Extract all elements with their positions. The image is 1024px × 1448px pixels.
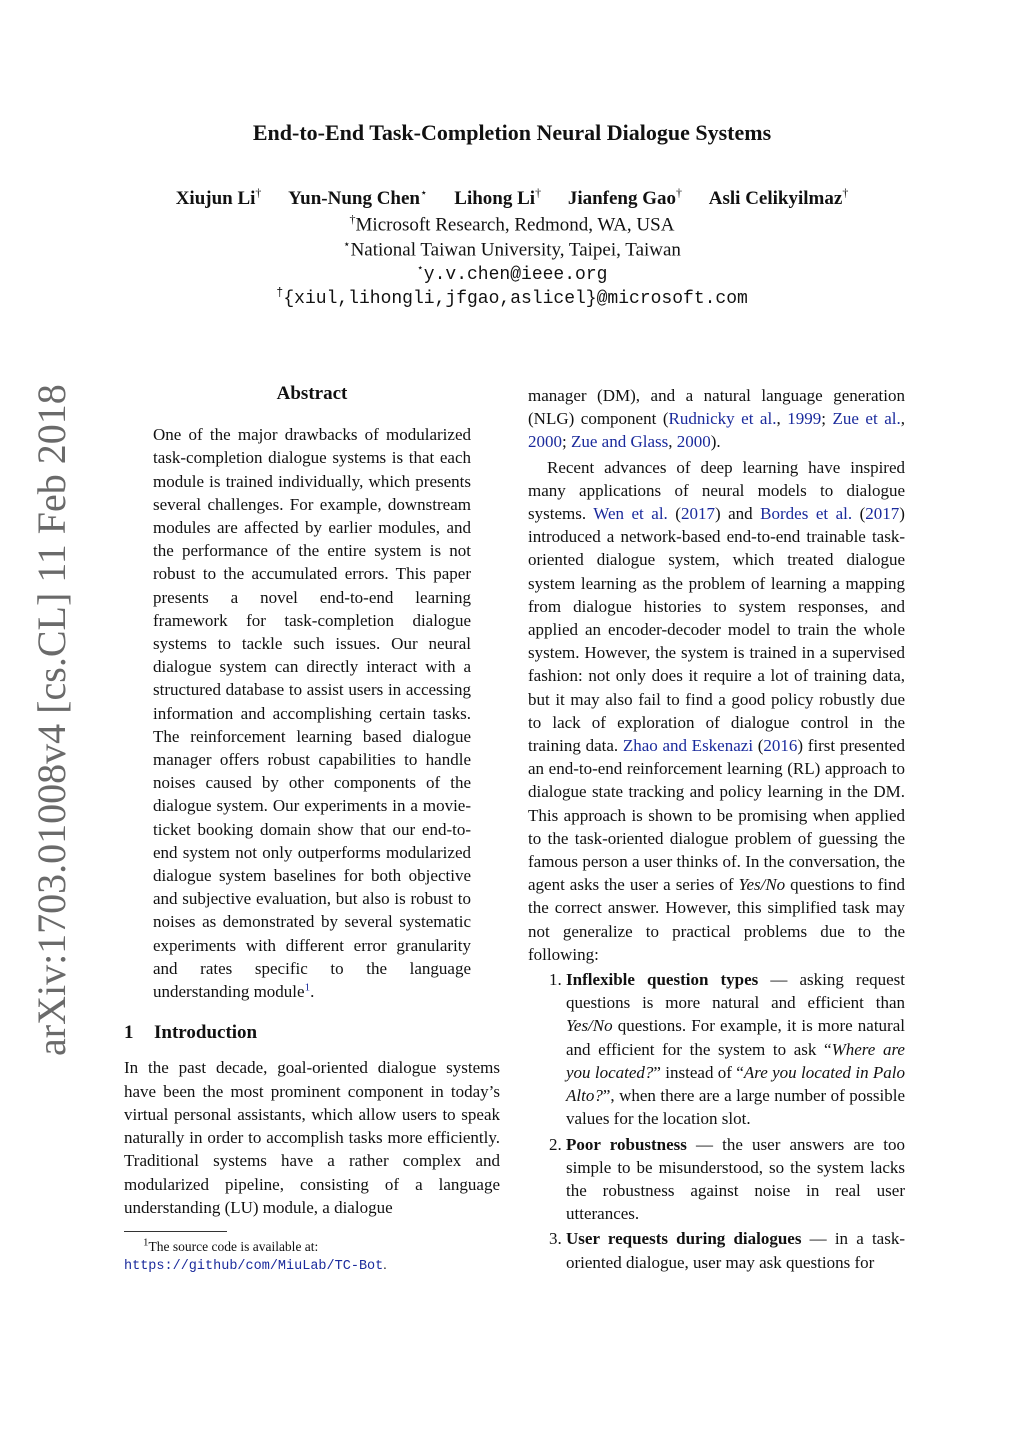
citation-link[interactable]: Wen et al. — [593, 504, 668, 524]
citation-link[interactable]: Zue and Glass — [570, 432, 669, 452]
list-item: 3. User requests during dialogues — in a task-oriented dialogue, user may ask questions for — [566, 1227, 905, 1273]
citation-link[interactable]: 2000 — [676, 432, 711, 452]
arxiv-stamp: arXiv:1703.01008v4 [cs.CL] 11 Feb 2018 — [29, 384, 74, 1056]
affiliation-microsoft: †Microsoft Research, Redmond, WA, USA — [349, 212, 675, 236]
footnote-url-link[interactable]: https://github/com/MiuLab/TC-Bot — [124, 1258, 384, 1274]
abstract-heading: Abstract — [276, 383, 348, 404]
citation-link[interactable]: 2000 — [528, 432, 562, 452]
abstract-body: One of the major drawbacks of modularized task-completion dialogue systems is that each module is trained individually, which presents several challenges. For example, downstream modules are affected by earlier modules, and the performance of the entire system is not robust to the accumulated errors. This paper presents a novel end-to-end learning framework for task-completion dialogue systems to tackle such issues. Our neural dialogue system can directly interact with a structured database to assist users in accessing information and accomplishing certain tasks. The reinforcement learning based dialogue manager offers robust capabilities to handle noises caused by other components of the dialogue system. Our experiments in a movie-ticket booking domain show that our end-to-end system not only outperforms modularized dialogue system baselines for both objective and subjective evaluation, but also is robust to noises as demonstrated by several systematic experiments with different error granularity and rates specific to the language understanding module$^1$. — [153, 425, 471, 1002]
list-item: 1. Inflexible question types — asking request questions is more natural and efficient than Yes/No questions. For example, it is more natural and efficient for the system to ask “Where are you located?” instead of “Are you located in Palo Alto?”, when there are a large number of possible values for the location slot. — [566, 968, 905, 1130]
footnote: $^1$The source code is available at: https://github/com/MiuLab/TC-Bot. — [124, 1236, 387, 1274]
citation-link[interactable]: 2017 — [680, 504, 715, 524]
citation-link[interactable]: Bordes et al. — [760, 504, 853, 524]
citation-link[interactable]: Zue et al. — [832, 409, 901, 429]
author: Asli Celikyilmaz† — [708, 186, 849, 210]
left-column — [124, 382, 500, 1276]
affiliation-ntu: ⋆National Taiwan University, Taipei, Taiwan — [343, 237, 681, 261]
citation-link[interactable]: Zhao and Eskenazi — [622, 736, 754, 756]
limitations-list — [528, 968, 905, 1274]
author: Xiujun Li† — [175, 186, 262, 210]
footnote-rule — [124, 1231, 227, 1232]
author: Jianfeng Gao† — [567, 186, 683, 210]
citation-link[interactable]: Rudnicky et al. — [668, 409, 777, 429]
paragraph: Recent advances of deep learning have inspired many applications of neural models to dialogue systems. Wen et al. (2017) and Bordes et al. (2017) introduced a network-based end-to-end trainable task-oriented dialogue system, which treated dialogue system learning as the problem of learning a mapping from dialogue histories to system responses, and applied an encoder-decoder model to train the whole system. However, the system is trained in a supervised fashion: not only does it require a lot of training data, but it may also fail to find a good policy robustly due to lack of exploration of dialogue control in the training data. Zhao and Eskenazi (2016) first presented an end-to-end reinforcement learning (RL) approach to dialogue state tracking and policy learning in the DM. This approach is shown to be promising when applied to the task-oriented dialogue problem of guessing the famous person a user thinks of. In the conversation, the agent asks the user a series of Yes/No questions to find the correct answer. However, this simplified task may not generalize to practical problems due to the following: — [528, 457, 905, 964]
section-heading: 1 Introduction — [124, 1022, 258, 1044]
citation-link[interactable]: 1999 — [787, 409, 822, 429]
citation-link[interactable]: 2016 — [763, 736, 798, 756]
paper-title: End-to-End Task-Completion Neural Dialogue Systems — [252, 120, 772, 145]
intro-paragraph: In the past decade, goal-oriented dialogue systems have been the most prominent component in today’s virtual personal assistants, which allow users to speak naturally in order to accomplish tasks more efficiently. Traditional systems have a rather complex and modularized pipeline, consisting of a language understanding (LU) module, a dialogue — [124, 1058, 500, 1217]
right-column — [528, 384, 905, 1276]
footnote-ref[interactable]: 1 — [304, 981, 311, 994]
citation-link[interactable]: 2017 — [865, 504, 900, 524]
author: Yun-Nung Chen⋆ — [288, 186, 428, 210]
author: Lihong Li† — [454, 186, 542, 210]
email-chen: ⋆y.v.chen@ieee.org — [416, 262, 608, 285]
author-list — [0, 186, 1024, 210]
paragraph: manager (DM), and a natural language generation (NLG) component (Rudnicky et al., 1999; Zue et al., 2000; Zue and Glass, 2000). — [528, 386, 905, 452]
email-microsoft: †{xiul,lihongli,jfgao,aslicel}@microsoft.com — [276, 286, 748, 309]
list-item: 2. Poor robustness — the user answers are too simple to be misunderstood, so the system lacks the robustness against noise in real user utterances. — [566, 1133, 905, 1226]
